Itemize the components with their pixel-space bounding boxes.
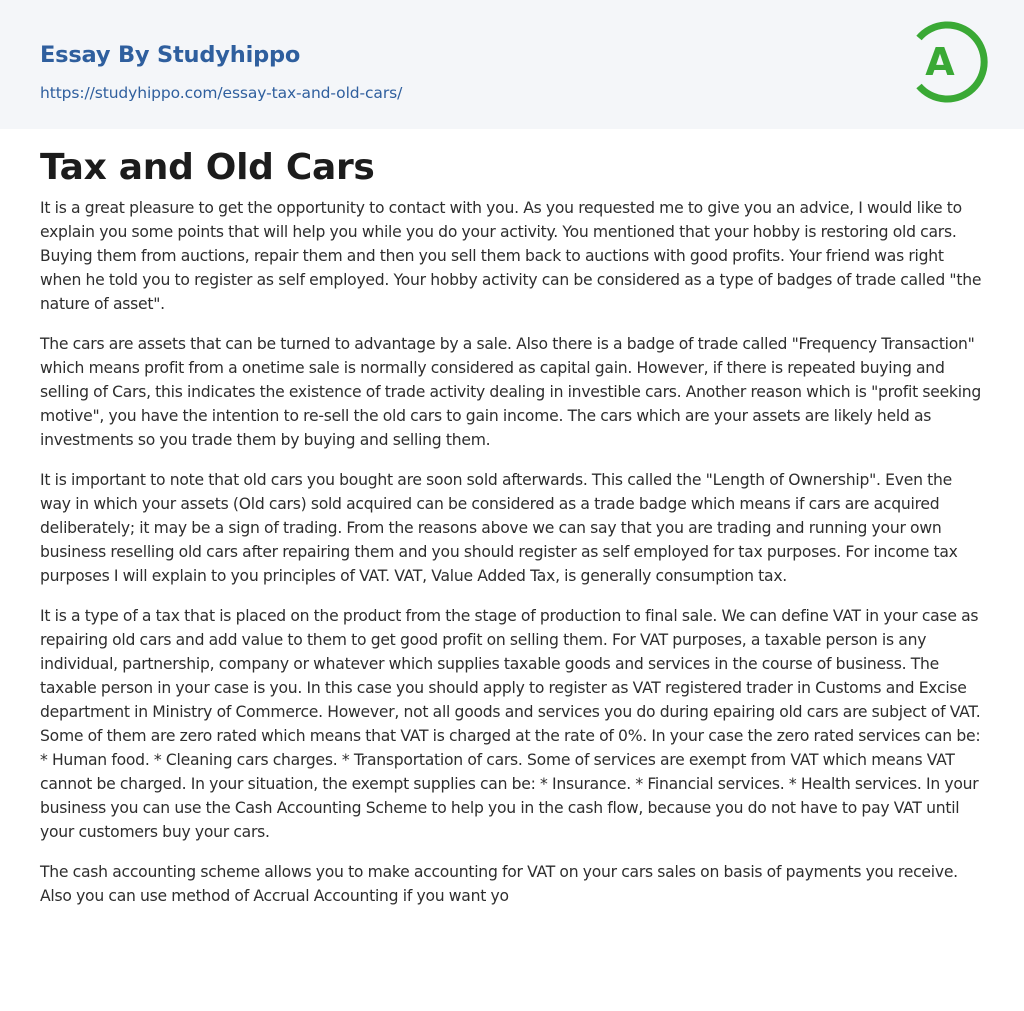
paragraph: It is a type of a tax that is placed on the product from the stage of production to final sale. We can define VAT in your case as repairing old cars and add value to them to get good profit on selling them. For VAT purposes, a taxable person is any individual, partnership, company or whatever which supplies taxable goods and services in the course of business. The taxable person in your case is you. In this case you should apply to register as VAT registered trader in Customs and Excise department in Ministry of Commerce. However, not all goods and services you do during epairing old cars are subject of VAT. Some of them are zero rated which means that VAT is charged at the rate of 0%. In your case the zero rated services can be: * Human food. * Cleaning cars charges. * Transportation of cars. Some of services are exempt from VAT which means VAT cannot be charged. In your situation, the exempt supplies can be: * Insurance. * Financial services. * Health services. In your business you can use the Cash Accounting Scheme to help you in the cash flow, because you do not have to pay VAT until your customers buy your cars. [40,607,981,841]
page-title: Tax and Old Cars [40,147,375,188]
site-header [0,0,1024,129]
logo-letter: A [925,40,955,84]
essay-url-link[interactable]: https://studyhippo.com/essay-tax-and-old-cars/ [40,84,403,102]
paragraph: It is important to note that old cars you bought are soon sold afterwards. This called the "Length of Ownership". Even the way in which your assets (Old cars) sold acquired can be considered as a trade badge which means if cars are acquired deliberately; it may be a sign of trading. From the reasons above we can say that you are trading and running your own business reselling old cars after repairing them and you should register as self employed for tax purposes. For income tax purposes I will explain to you principles of VAT. VAT, Value Added Tax, is generally consumption tax. [40,471,958,585]
paragraph: The cash accounting scheme allows you to make accounting for VAT on your cars sales on basis of payments you receive. Also you can use method of Accrual Accounting if you want yo [40,863,958,905]
paragraph: The cars are assets that can be turned to advantage by a sale. Also there is a badge of trade called "Frequency Transaction" which means profit from a onetime sale is normally considered as capital gain. However, if there is repeated buying and selling of Cars, this indicates the existence of trade activity dealing in investible cars. Another reason which is "profit seeking motive", you have the intention to re-sell the old cars to gain income. The cars which are your assets are likely held as investments so you trade them by buying and selling them. [40,335,982,449]
paragraph: It is a great pleasure to get the opportunity to contact with you. As you requested me to give you an advice, I would like to explain you some points that will help you while you do your activity. You mentioned that your hobby is restoring old cars. Buying them from auctions, repair them and then you sell them back to auctions with good profits. Your friend was right when he told you to register as self employed. Your hobby activity can be considered as a type of badges of trade called "the nature of asset". [40,199,982,313]
brand-title[interactable]: Essay By Studyhippo [40,42,301,68]
article [40,148,985,924]
studyhippo-logo-icon[interactable] [906,18,988,106]
